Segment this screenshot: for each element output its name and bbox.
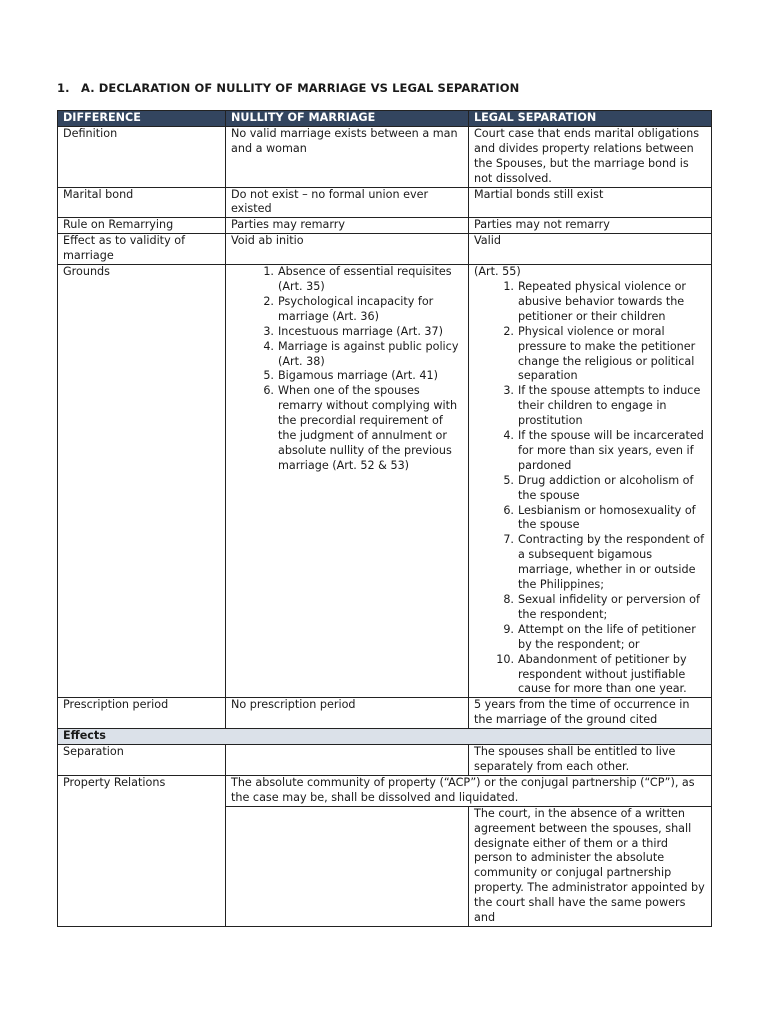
list-text: Drug addiction or alcoholism of the spouse: [518, 473, 694, 502]
list-number: 8.: [503, 593, 514, 606]
row-separation: [58, 745, 712, 776]
list-number: 1.: [263, 265, 274, 279]
list-item: [263, 265, 463, 295]
row-label: Prescription period: [58, 698, 226, 729]
nullity-grounds-list: [231, 265, 463, 474]
comparison-table: [57, 110, 712, 927]
list-number: 6.: [263, 384, 274, 398]
list-number: 3.: [503, 384, 514, 398]
list-text: Physical violence or moral pressure to make the petitioner change the religious or political separation: [518, 324, 696, 383]
row-validity: [58, 234, 712, 265]
effects-label: Effects: [58, 729, 712, 745]
header-difference: DIFFERENCE: [58, 111, 226, 127]
row-prescription: [58, 698, 712, 729]
separation-grounds-list: [474, 280, 706, 697]
separation-cell: The spouses shall be entitled to live separately from each other.: [469, 745, 712, 776]
list-text: Absence of essential requisites (Art. 35): [278, 265, 452, 293]
separation-cell: Court case that ends marital obligations and divides property relations between the Spouses, but the marriage bond is not dissolved.: [469, 126, 712, 187]
nullity-cell: No prescription period: [226, 698, 469, 729]
separation-cell: 5 years from the time of occurrence in the marriage of the ground cited: [469, 698, 712, 729]
list-number: 5.: [503, 473, 514, 487]
list-item: [263, 324, 463, 340]
list-text: When one of the spouses remarry without complying with the precordial requirement of the judgment of annulment or absolute nullity of the previous marriage (Art. 52 & 53): [278, 384, 458, 472]
list-number: 7.: [503, 533, 514, 547]
list-number: 2.: [503, 324, 514, 338]
list-item: [503, 279, 706, 325]
list-number: 10.: [496, 652, 514, 666]
list-text: Contracting by the respondent of a subsequent bigamous marriage, whether in or outside the Philippines;: [518, 533, 705, 592]
list-number: 2.: [263, 294, 274, 308]
list-item: [503, 593, 706, 623]
list-number: 4.: [503, 429, 514, 443]
separation-cell: [469, 265, 712, 698]
list-text: Sexual infidelity or perversion of the respondent;: [518, 593, 700, 621]
separation-cell: Parties may not remarry: [469, 218, 712, 234]
header-nullity: NULLITY OF MARRIAGE: [226, 111, 469, 127]
list-number: 9.: [503, 622, 514, 636]
separation-cell: Martial bonds still exist: [469, 187, 712, 218]
row-label: Property Relations: [58, 775, 226, 926]
section-number: 1.: [57, 81, 70, 95]
list-text: Abandonment of petitioner by respondent without justifiable cause for more than one year.: [518, 652, 687, 696]
list-number: 4.: [263, 339, 274, 353]
list-number: 1.: [503, 279, 514, 293]
list-item: [263, 369, 463, 384]
list-text: Lesbianism or homosexuality of the spouse: [518, 503, 696, 532]
list-text: Repeated physical violence or abusive behavior towards the petitioner or their children: [518, 279, 687, 323]
row-marital-bond: [58, 187, 712, 218]
list-item: [503, 473, 706, 504]
nullity-cell: Void ab initio: [226, 234, 469, 265]
section-heading: [57, 81, 519, 95]
row-effects: [58, 729, 712, 745]
row-label: Definition: [58, 126, 226, 187]
list-number: 6.: [503, 503, 514, 517]
nullity-cell: Parties may remarry: [226, 218, 469, 234]
row-grounds: [58, 265, 712, 698]
list-item: [503, 429, 706, 474]
header-separation: LEGAL SEPARATION: [469, 111, 712, 127]
list-text: Psychological incapacity for marriage (Art. 36): [278, 294, 434, 323]
list-item: [503, 622, 706, 653]
list-item: [263, 384, 463, 473]
separation-cell: The court, in the absence of a written agreement between the spouses, shall designate either of them or a third person to administer the absolute community or conjugal partnership property. The administrator appointed by the court shall have the same powers and: [469, 806, 712, 926]
nullity-cell: No valid marriage exists between a man and a woman: [226, 126, 469, 187]
list-item: [263, 294, 463, 325]
row-property: [58, 775, 712, 806]
list-item: [503, 384, 706, 429]
separation-cell: Valid: [469, 234, 712, 265]
list-number: 3.: [263, 324, 274, 338]
row-label: Rule on Remarrying: [58, 218, 226, 234]
section-title: A. DECLARATION OF NULLITY OF MARRIAGE VS LEGAL SEPARATION: [81, 81, 520, 95]
nullity-cell: [226, 745, 469, 776]
list-text: If the spouse attempts to induce their children to engage in prostitution: [518, 384, 701, 428]
row-label: Grounds: [58, 265, 226, 698]
nullity-cell: [226, 806, 469, 926]
list-text: Attempt on the life of petitioner by the respondent; or: [518, 622, 696, 651]
row-label: Marital bond: [58, 187, 226, 218]
list-text: Marriage is against public policy (Art. 38): [278, 339, 459, 368]
header-row: [58, 111, 712, 127]
row-definition: [58, 126, 712, 187]
list-item: [503, 533, 706, 593]
shared-cell: The absolute community of property (“ACP”) or the conjugal partnership (“CP”), as the case may be, shall be dissolved and liquidated.: [226, 775, 712, 806]
list-text: Incestuous marriage (Art. 37): [278, 324, 444, 338]
list-item: [496, 652, 706, 698]
list-text: Bigamous marriage (Art. 41): [278, 369, 438, 383]
list-item: [263, 339, 463, 370]
nullity-cell: Do not exist – no formal union ever existed: [226, 187, 469, 218]
list-number: 5.: [263, 369, 274, 383]
row-remarrying: [58, 218, 712, 234]
list-text: If the spouse will be incarcerated for more than six years, even if pardoned: [518, 429, 704, 472]
grounds-intro: (Art. 55): [474, 265, 521, 279]
row-label: Effect as to validity of marriage: [58, 234, 226, 265]
list-item: [503, 503, 706, 534]
row-label: Separation: [58, 745, 226, 776]
nullity-cell: [226, 265, 469, 698]
list-item: [503, 324, 706, 385]
